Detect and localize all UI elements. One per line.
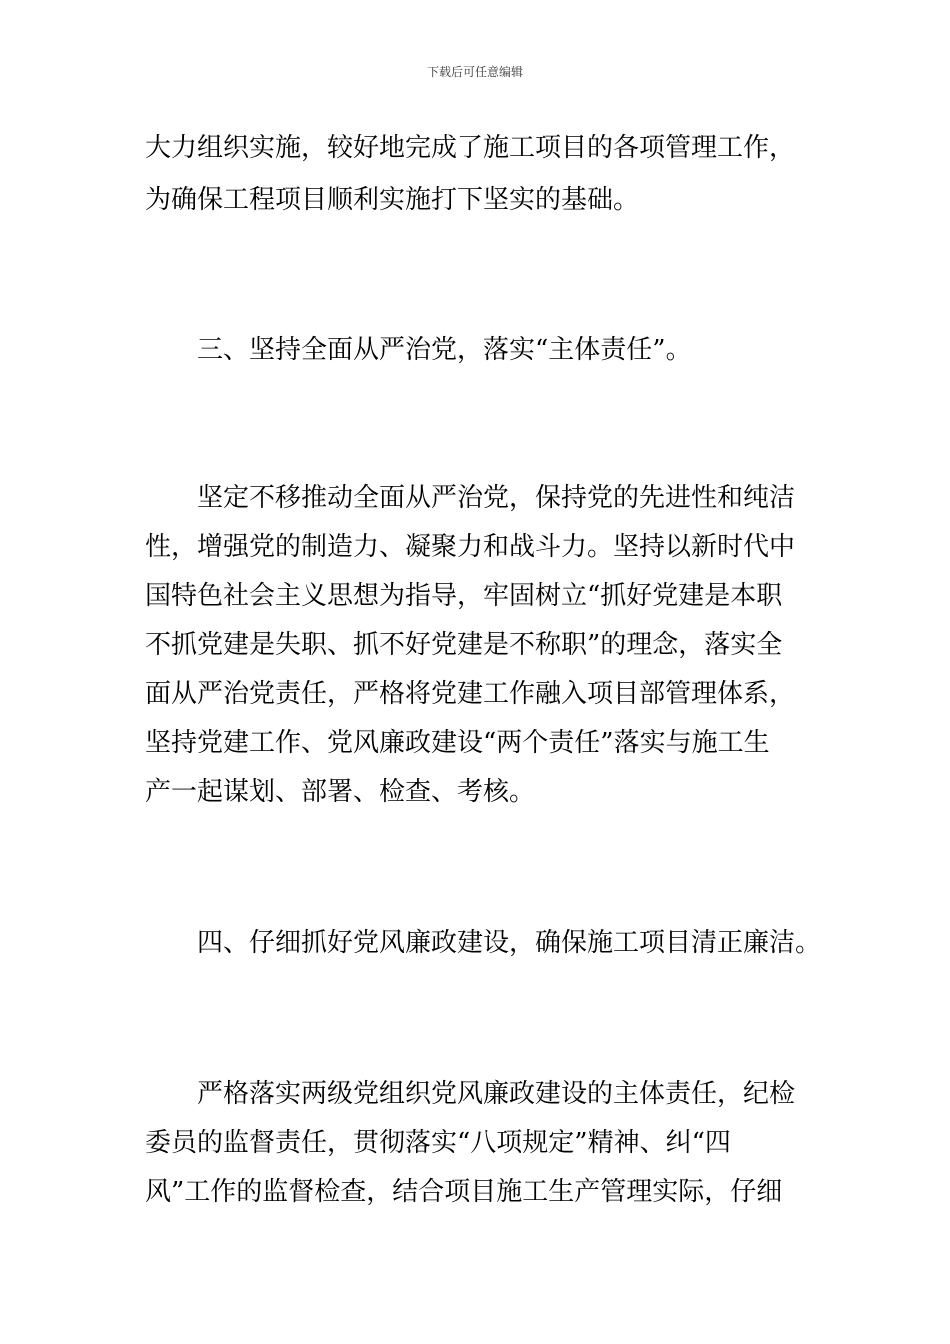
paragraph-line: 严格落实两级党组织党风廉政建设的主体责任，纪检	[197, 1079, 796, 1109]
section-heading-4: 四、仔细抓好党风廉政建设，确保施工项目清正廉洁。	[197, 928, 822, 958]
paragraph-line: 大力组织实施，较好地完成了施工项目的各项管理工作，	[145, 133, 796, 163]
header-note: 下载后可任意编辑	[426, 65, 523, 79]
paragraph-line: 委员的监督责任，贯彻落实“八项规定”精神、纠“四	[145, 1128, 731, 1158]
paragraph-line: 坚定不移推动全面从严治党，保持党的先进性和纯洁	[197, 483, 796, 513]
paragraph-line: 坚持党建工作、党风廉政建设“两个责任”落实与施工生	[145, 728, 770, 758]
paragraph-line: 国特色社会主义思想为指导，牢固树立“抓好党建是本职	[145, 581, 783, 611]
paragraph-line: 为确保工程项目顺利实施打下坚实的基础。	[145, 185, 640, 215]
section-heading-3: 三、坚持全面从严治党，落实“主体责任”。	[197, 335, 692, 365]
paragraph-line: 产一起谋划、部署、检查、考核。	[145, 777, 536, 807]
paragraph-line: 风”工作的监督检查，结合项目施工生产管理实际，仔细	[145, 1177, 783, 1207]
paragraph-line: 性，增强党的制造力、凝聚力和战斗力。坚持以新时代中	[145, 532, 796, 562]
paragraph-line: 面从严治党责任，严格将党建工作融入项目部管理体系，	[145, 679, 796, 709]
paragraph-line: 不抓党建是失职、抓不好党建是不称职”的理念，落实全	[145, 630, 783, 660]
